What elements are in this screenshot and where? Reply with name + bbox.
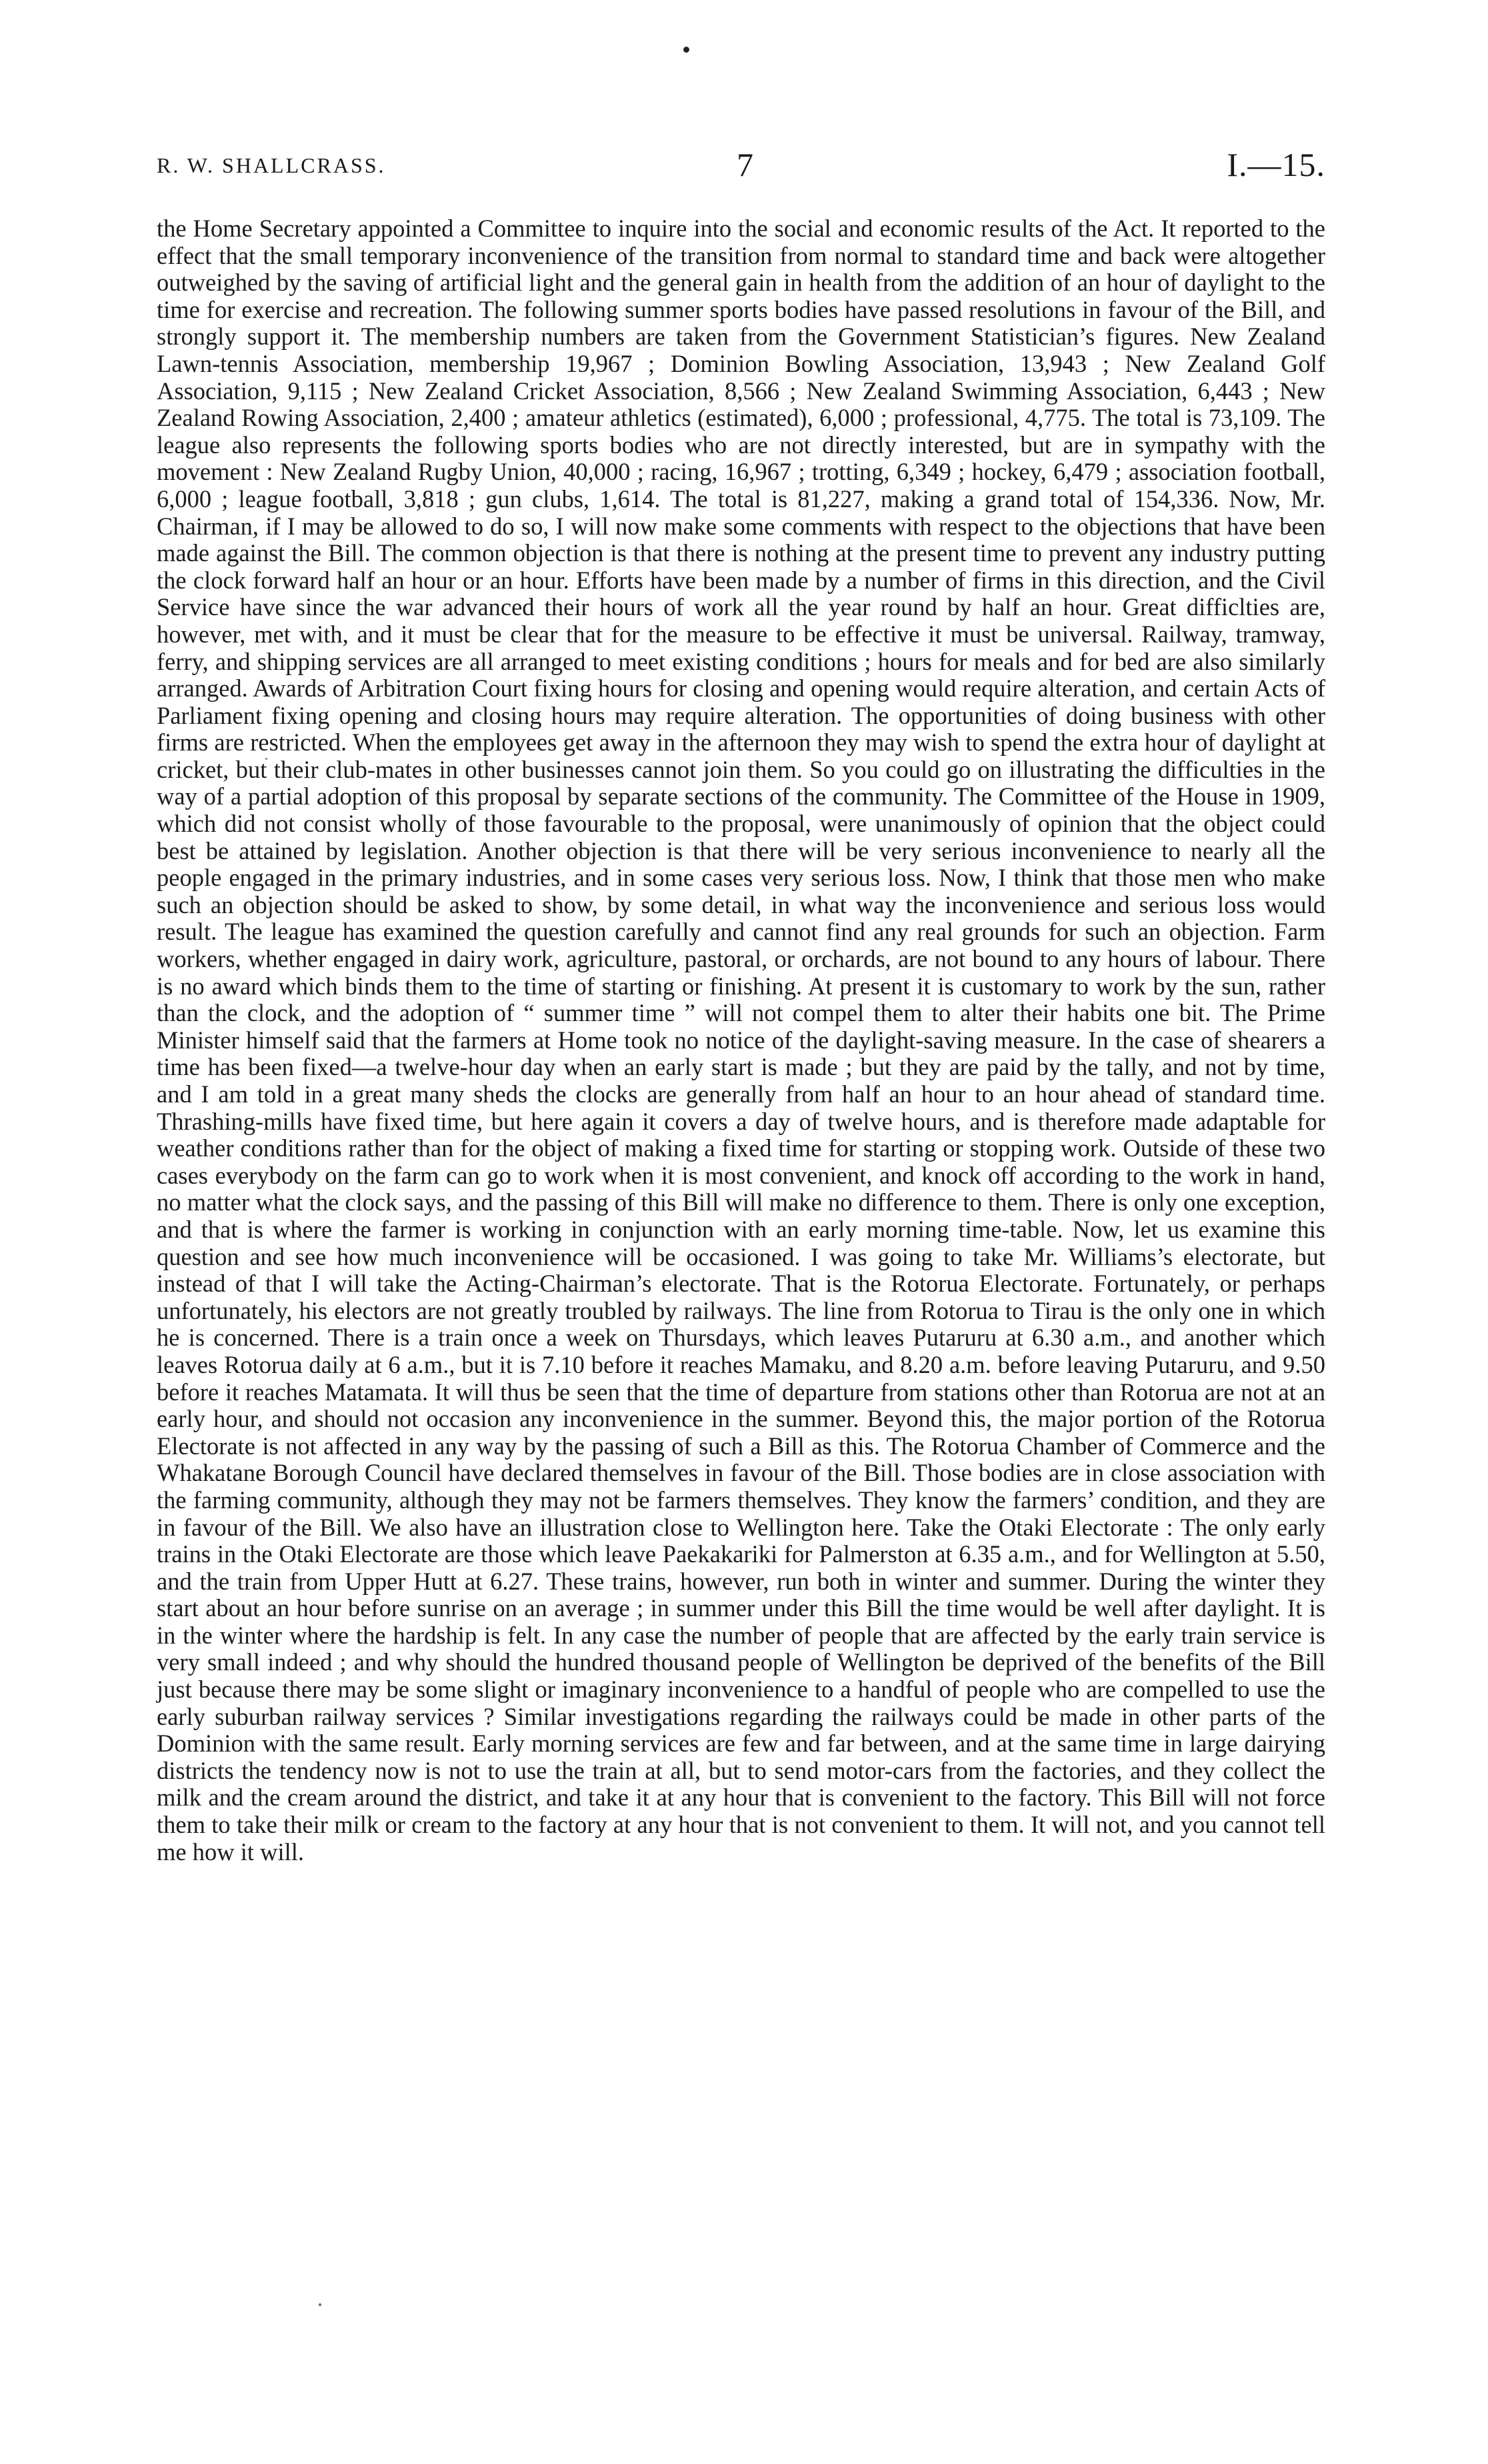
running-head: R. W. SHALLCRASS. — [157, 153, 386, 177]
print-mark-top — [683, 47, 689, 53]
page-number: 7 — [737, 146, 753, 183]
print-mark-bottom — [319, 2303, 321, 2306]
report-reference: I.—15. — [1227, 146, 1325, 183]
body-paragraph: the Home Secretary appointed a Committee to inquire into the social and economic results of the Act. It reported to the effect that the small temporary inconvenience of the transition from normal to standard time and back were altogether outweighed by the saving of artificial light and the general gain in health from the addition of an hour of daylight to the time for exercise and recreation. The following summer sports bodies have passed resolutions in favour of the Bill, and strongly support it. The membership numbers are taken from the Government Statistician’s figures. New Zealand Lawn-tennis Association, membership 19,967 ; Dominion Bowling Association, 13,943 ; New Zealand Golf Association, 9,115 ; New Zealand Cricket Association, 8,566 ; New Zealand Swimming Association, 6,443 ; New Zealand Rowing Association, 2,400 ; amateur athletics (estimated), 6,000 ; professional, 4,775. The total is 73,109. The league also represents the following sports bodies who are not directly interested, but are in sympathy with the movement : New Zealand Rugby Union, 40,000 ; racing, 16,967 ; trotting, 6,349 ; hockey, 6,479 ; association football, 6,000 ; league football, 3,818 ; gun clubs, 1,614. The total is 81,227, making a grand total of 154,336. Now, Mr. Chairman, if I may be allowed to do so, I will now make some comments with respect to the objections that have been made against the Bill. The common objection is that there is nothing at the present time to prevent any industry putting the clock forward half an hour or an hour. Efforts have been made by a number of firms in this direction, and the Civil Service have since the war advanced their hours of work all the year round by half an hour. Great difficlties are, however, met with, and it must be clear that for the measure to be effective it must be universal. Railway, tramway, ferry, and shipping services are all arranged to meet existing conditions ; hours for meals and for bed are also similarly arranged. Awards of Arbitration Court fixing hours for closing and opening would require alteration, and certain Acts of Parliament fixing opening and closing hours may require alteration. The opportunities of doing business with other firms are restricted. When the employees get away in the afternoon they may wish to spend the extra hour of daylight at cricket, but their club-mates in other businesses cannot join them. So you could go on illustrating the difficulties in the way of a partial adoption of this proposal by separate sections of the community. The Committee of the House in 1909, which did not consist wholly of those favourable to the proposal, were unanimously of opinion that the object could best be attained by legislation. Another objection is that there will be very serious inconvenience to nearly all the people engaged in the primary industries, and in some cases very serious loss. Now, I think that those men who make such an objection should be asked to show, by some detail, in what way the inconvenience and serious loss would result. The league has examined the question carefully and cannot find any real grounds for such an objection. Farm workers, whether engaged in dairy work, agriculture, pastoral, or orchards, are not bound to any hours of labour. There is no award which binds them to the time of starting or finishing. At present it is customary to work by the sun, rather than the clock, and the adoption of “ summer time ” will not compel them to alter their habits one bit. The Prime Minister himself said that the farmers at Home took no notice of the daylight-saving measure. In the case of shearers a time has been fixed—a twelve-hour day when an early start is made ; but they are paid by the tally, and not by time, and I am told in a great many sheds the clocks are generally from half an hour to an hour ahead of standard time. Thrashing-mills have fixed time, but here again it covers a day of twelve hours, and is therefore made adaptable for weather conditions rather than for the object of making a fixed time for starting or stopping work. Outside of these two cases everybody on the farm can go to work when it is most convenient, and knock off according to the work in hand, no matter what the clock says, and the passing of this Bill will make no difference to them. There is only one exception, and that is where the farmer is working in conjunction with an early morning time-table. Now, let us examine this question and see how much inconvenience will be occasioned. I was going to take Mr. Williams’s electorate, but instead of that I will take the Acting-Chairman’s electorate. That is the Rotorua Electorate. Fortunately, or perhaps unfortunately, his electors are not greatly troubled by railways. The line from Rotorua to Tirau is the only one in which he is concerned. There is a train once a week on Thursdays, which leaves Putaruru at 6.30 a.m., and another which leaves Rotorua daily at 6 a.m., but it is 7.10 before it reaches Mamaku, and 8.20 a.m. before leaving Putaruru, and 9.50 before it reaches Matamata. It will thus be seen that the time of departure from stations other than Rotorua are not at an early hour, and should not occasion any inconvenience in the summer. Beyond this, the major portion of the Rotorua Electorate is not affected in any way by the passing of such a Bill as this. The Rotorua Chamber of Commerce and the Whakatane Borough Council have declared themselves in favour of the Bill. Those bodies are in close association with the farming community, although they may not be farmers themselves. They know the farmers’ condition, and they are in favour of the Bill. We also have an illustration close to Wellington here. Take the Otaki Electorate : The only early trains in the Otaki Electorate are those which leave Paekakariki for Palmerston at 6.35 a.m., and for Wellington at 5.50, and the train from Upper Hutt at 6.27. These trains, however, run both in winter and summer. During the winter they start about an hour before sunrise on an average ; in summer under this Bill the time would be well after daylight. It is in the winter where the hardship is felt. In any case the number of people that are affected by the early train service is very small indeed ; and why should the hundred thousand people of Wellington be deprived of the benefits of the Bill just because there may be some slight or imaginary inconvenience to a handful of people who are compelled to use the early suburban railway services ? Similar investigations regarding the railways could be made in other parts of the Dominion with the same result. Early morning services are few and far between, and at the same time in large dairying districts the tendency now is not to use the train at all, but to send motor-cars from the factories, and they collect the milk and the cream around the district, and take it at any hour that is convenient to the factory. This Bill will not force them to take their milk or cream to the factory at any hour that is not convenient to them. It will not, and you cannot tell me how it will. — [157, 215, 1325, 1865]
page-header — [157, 145, 1325, 185]
